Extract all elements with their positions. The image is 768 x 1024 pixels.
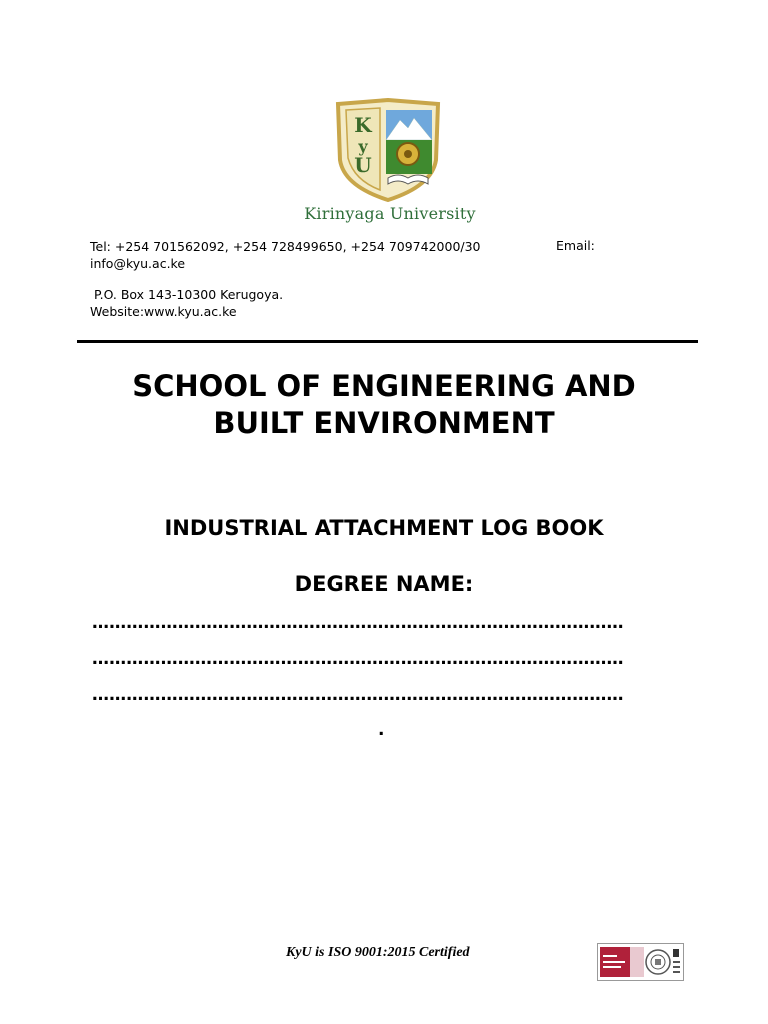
svg-text:K: K: [354, 113, 372, 137]
degree-name-line: …………………………………………………………………………………: [92, 649, 624, 669]
degree-name-line: …………………………………………………………………………………: [92, 613, 624, 633]
contact-email: info@kyu.ac.ke: [90, 256, 186, 271]
iso-certification-badge-icon: [597, 943, 684, 981]
university-name: Kirinyaga University: [304, 204, 476, 223]
contact-po-box: P.O. Box 143-10300 Kerugoya.: [94, 287, 284, 302]
header-divider: [77, 340, 698, 343]
school-title-line1: SCHOOL OF ENGINEERING AND: [132, 369, 636, 403]
school-title-line2: BUILT ENVIRONMENT: [213, 406, 555, 440]
degree-name-label: DEGREE NAME:: [294, 572, 474, 596]
iso-statement: KyU is ISO 9001:2015 Certified: [286, 945, 470, 960]
svg-text:y: y: [358, 137, 368, 156]
contact-tel: Tel: +254 701562092, +254 728499650, +254 709742000/30: [90, 239, 481, 254]
contact-website: Website:www.kyu.ac.ke: [90, 304, 237, 319]
university-logo: [300, 98, 480, 230]
svg-text:U: U: [354, 153, 372, 177]
shield-crest-icon: [328, 98, 448, 202]
contact-email-label: Email:: [556, 238, 595, 253]
school-title: [90, 368, 678, 442]
logbook-title: INDUSTRIAL ATTACHMENT LOG BOOK: [164, 516, 604, 540]
trailing-dot: .: [378, 720, 385, 740]
degree-name-line: …………………………………………………………………………………: [92, 685, 624, 705]
